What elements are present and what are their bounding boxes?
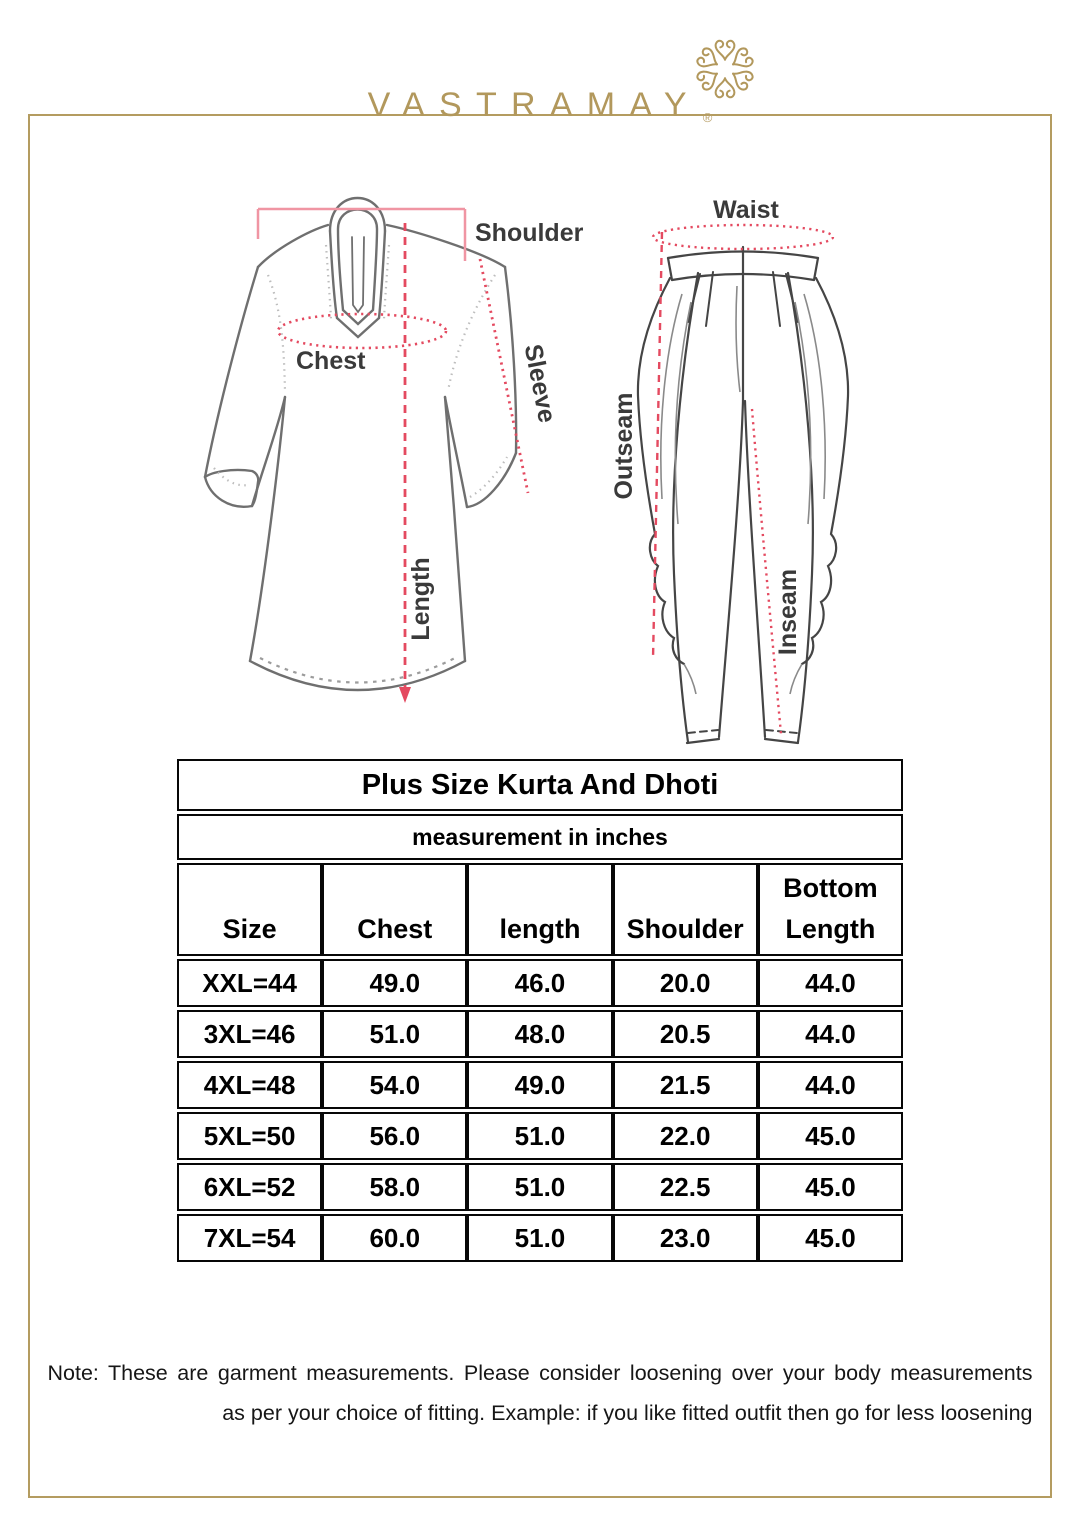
size-value: 7XL=54 [177,1214,322,1262]
chest-value: 51.0 [322,1010,467,1058]
dhoti-outseam-label: Outseam [610,392,638,500]
dhoti-outline [638,247,848,743]
chest-value: 54.0 [322,1061,467,1109]
table-subtitle: measurement in inches [177,814,903,860]
kurta-outline [205,198,516,690]
length-value: 46.0 [467,959,612,1007]
length-value: 51.0 [467,1112,612,1160]
length-value: 51.0 [467,1163,612,1211]
note-line-1: Note: These are garment measurements. Please consider loosening over your body measurements [47,1361,1033,1385]
shoulder-value: 20.5 [613,1010,758,1058]
chest-value: 49.0 [322,959,467,1007]
shoulder-value: 22.0 [613,1112,758,1160]
table-row [177,1214,903,1262]
dhoti-measurement-diagram [600,194,900,750]
table-row [177,1061,903,1109]
chest-value: 60.0 [322,1214,467,1262]
shoulder-value: 22.5 [613,1163,758,1211]
column-header-size: Size [177,863,322,956]
dhoti-inseam-label: Inseam [774,568,802,656]
size-chart-table [177,756,903,1265]
shoulder-value: 21.5 [613,1061,758,1109]
kurta-chest-label: Chest [296,347,366,375]
size-value: 4XL=48 [177,1061,322,1109]
bottom-length-value: 45.0 [758,1112,903,1160]
length-value: 48.0 [467,1010,612,1058]
column-header-bottom-length: Bottom Length [758,863,903,956]
length-arrowhead [399,687,411,703]
table-title-row [177,759,903,811]
shoulder-value: 23.0 [613,1214,758,1262]
size-value: 3XL=46 [177,1010,322,1058]
bottom-length-value: 45.0 [758,1163,903,1211]
size-chart-section [177,756,903,1265]
kurta-sleeve-label: Sleeve [518,341,562,426]
shoulder-measure-bracket [258,209,465,261]
kurta-measurement-diagram [180,179,600,729]
shoulder-value: 20.0 [613,959,758,1007]
bottom-length-value: 45.0 [758,1214,903,1262]
bottom-length-value: 44.0 [758,959,903,1007]
table-subtitle-row [177,814,903,860]
size-value: 6XL=52 [177,1163,322,1211]
size-value: 5XL=50 [177,1112,322,1160]
table-row [177,1163,903,1211]
bottom-length-value: 44.0 [758,1010,903,1058]
column-header-shoulder: Shoulder [613,863,758,956]
brand-wordmark: VASTRAMAY [367,86,701,124]
table-row [177,959,903,1007]
measurement-note [48,1353,1033,1433]
bottom-length-value: 44.0 [758,1061,903,1109]
dhoti-waist-label: Waist [713,196,779,224]
table-row [177,1010,903,1058]
chest-value: 56.0 [322,1112,467,1160]
chest-value: 58.0 [322,1163,467,1211]
column-header-length: length [467,863,612,956]
note-line-2: as per your choice of fitting. Example: if you like fitted outfit then go for less loosening [222,1401,1033,1425]
floral-swirl-mandala-icon [694,38,756,100]
length-value: 51.0 [467,1214,612,1262]
size-value: XXL=44 [177,959,322,1007]
brand-logo [368,86,713,125]
waist-measure-ellipse [653,225,833,249]
kurta-shoulder-label: Shoulder [475,219,584,247]
sleeve-measure-line [480,259,528,493]
length-value: 49.0 [467,1061,612,1109]
table-title: Plus Size Kurta And Dhoti [177,759,903,811]
measurement-diagrams [0,179,1080,750]
kurta-length-label: Length [407,557,435,641]
column-header-chest: Chest [322,863,467,956]
size-chart-page [0,86,1080,1526]
table-header-row [177,863,903,956]
table-row [177,1112,903,1160]
registered-trademark: ® [702,110,713,125]
